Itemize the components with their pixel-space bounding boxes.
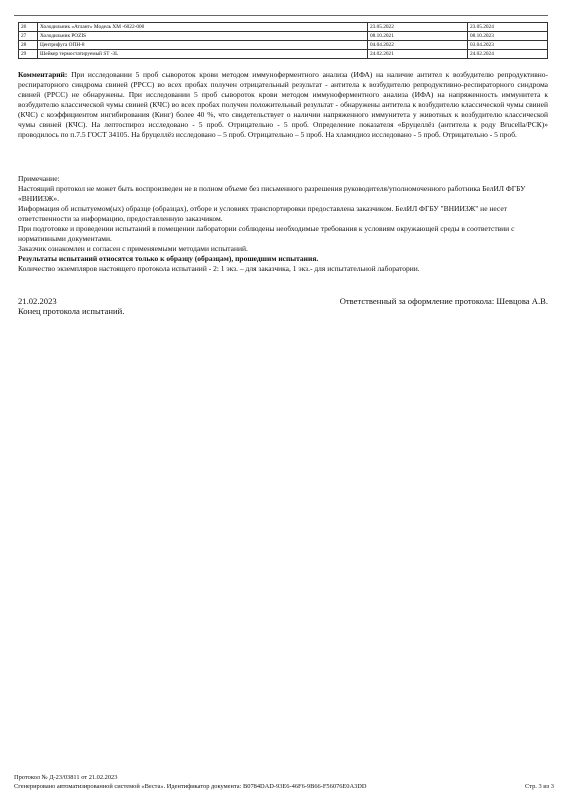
equipment-table-body <box>19 23 548 59</box>
comment-label: Комментарий: <box>18 70 68 79</box>
footer-protocol: Протокол № Д-23/03811 от 21.02.2023 <box>14 774 118 781</box>
equipment-name: Холодильник POZIS <box>38 32 368 41</box>
date-from: 24.02.2021 <box>368 50 468 59</box>
note-line: При подготовке и проведении испытаний в помещении лаборатории соблюдены необходимые требования к условиям окружающей среды в соответствии с нормативными документами. <box>18 224 515 243</box>
note-line: Информация об испытуемом(ых) образце (образцах), отборе и условиях транспортировки предоставлена заказчиком. БелИЛ ФГБУ "ВНИИЗЖ" не несет ответственности за информацию, предоставленную заказчиком. <box>18 204 507 223</box>
equipment-table <box>18 22 548 59</box>
date-to: 24.02.2024 <box>468 50 548 59</box>
date-from: 04.04.2022 <box>368 41 468 50</box>
note-line: Настоящий протокол не может быть воспроизведен не в полном объеме без письменного разрешения руководителя/уполномоченного работника БелИЛ ФГБУ «ВНИИЗЖ». <box>18 184 526 203</box>
date-to: 03.04.2023 <box>468 41 548 50</box>
table-row <box>19 41 548 50</box>
responsible-person: Ответственный за оформление протокола: Шевцова А.В. <box>339 296 548 306</box>
comment-text: При исследовании 5 проб сывороток крови методом иммуноферментного анализа (ИФА) на наличие антител к возбудителю репродуктивно-респираторного синдрома свиней (РРСС) во всех пробах получен отрицательный результат - антитела к возбудителю репродуктивно-респираторного синдрома свиней (РРСС) не обнаружены. При исследовании 5 проб сывороток крови методом иммуноферментного анализа (ИФА) на напряженность иммунитета к возбудителю классической чумы свиней (КЧС) во всех пробах получен положительный результат - обнаружены антитела к возбудителю классической чумы свиней (КЧС) с коэффициентом ингибирования (Кинг) более 40 %, что свидетельствует о наличии напряженного иммунитета у животных к возбудителю классической чумы свиней (КЧС). На лептоспироз исследовано - 5 проб. Отрицательно - 5 проб. Определение показателя «Бруцеллёз (антитела к роду Brucella/РСК)» проводилось по п.7.5 ГОСТ 34105. На бруцеллёз исследовано – 5 проб. Отрицательно – 5 проб. На хламидиоз исследовано - 5 проб. Отрицательно - 5 проб. <box>18 70 548 139</box>
row-number: 27 <box>19 32 38 41</box>
row-number: 29 <box>19 50 38 59</box>
table-row <box>19 23 548 32</box>
footer-generated-row <box>14 782 554 791</box>
table-row <box>19 32 548 41</box>
date-to: 23.05.2024 <box>468 23 548 32</box>
comment-paragraph <box>18 70 548 140</box>
note-line: Заказчик ознакомлен и согласен с применяемыми методами испытаний. <box>18 244 248 253</box>
table-row <box>19 50 548 59</box>
row-number: 26 <box>19 23 38 32</box>
date-from: 08.10.2021 <box>368 32 468 41</box>
row-number: 28 <box>19 41 38 50</box>
copies-line: Количество экземпляров настоящего протокола испытаний - 2: 1 экз. – для заказчика, 1 экз.- для испытательной лаборатории. <box>18 264 420 273</box>
date-to: 08.10.2023 <box>468 32 548 41</box>
comment-section <box>18 70 548 140</box>
top-divider <box>14 15 548 16</box>
note-section <box>18 174 548 274</box>
results-disclaimer: Результаты испытаний относятся только к образцу (образцам), прошедшим испытания. <box>18 254 319 263</box>
equipment-name: Центрифуга ОПН-8 <box>38 41 368 50</box>
signature-date: 21.02.2023 <box>18 296 57 306</box>
end-of-protocol: Конец протокола испытаний. <box>18 306 125 316</box>
footer-generated: Сгенерировано автоматизированной системой «Веста». Идентификатор документа: B0784DAD-93E6-46F6-9B66-F56076E0A3DD <box>14 783 367 790</box>
equipment-name: Холодильник «Атлант» Модель ХМ -6022-000 <box>38 23 368 32</box>
date-from: 23.05.2022 <box>368 23 468 32</box>
note-title: Примечание: <box>18 174 60 183</box>
equipment-name: Шейкер термостатируемый ST -3L <box>38 50 368 59</box>
page-number: Стр. 3 из 3 <box>525 783 554 790</box>
